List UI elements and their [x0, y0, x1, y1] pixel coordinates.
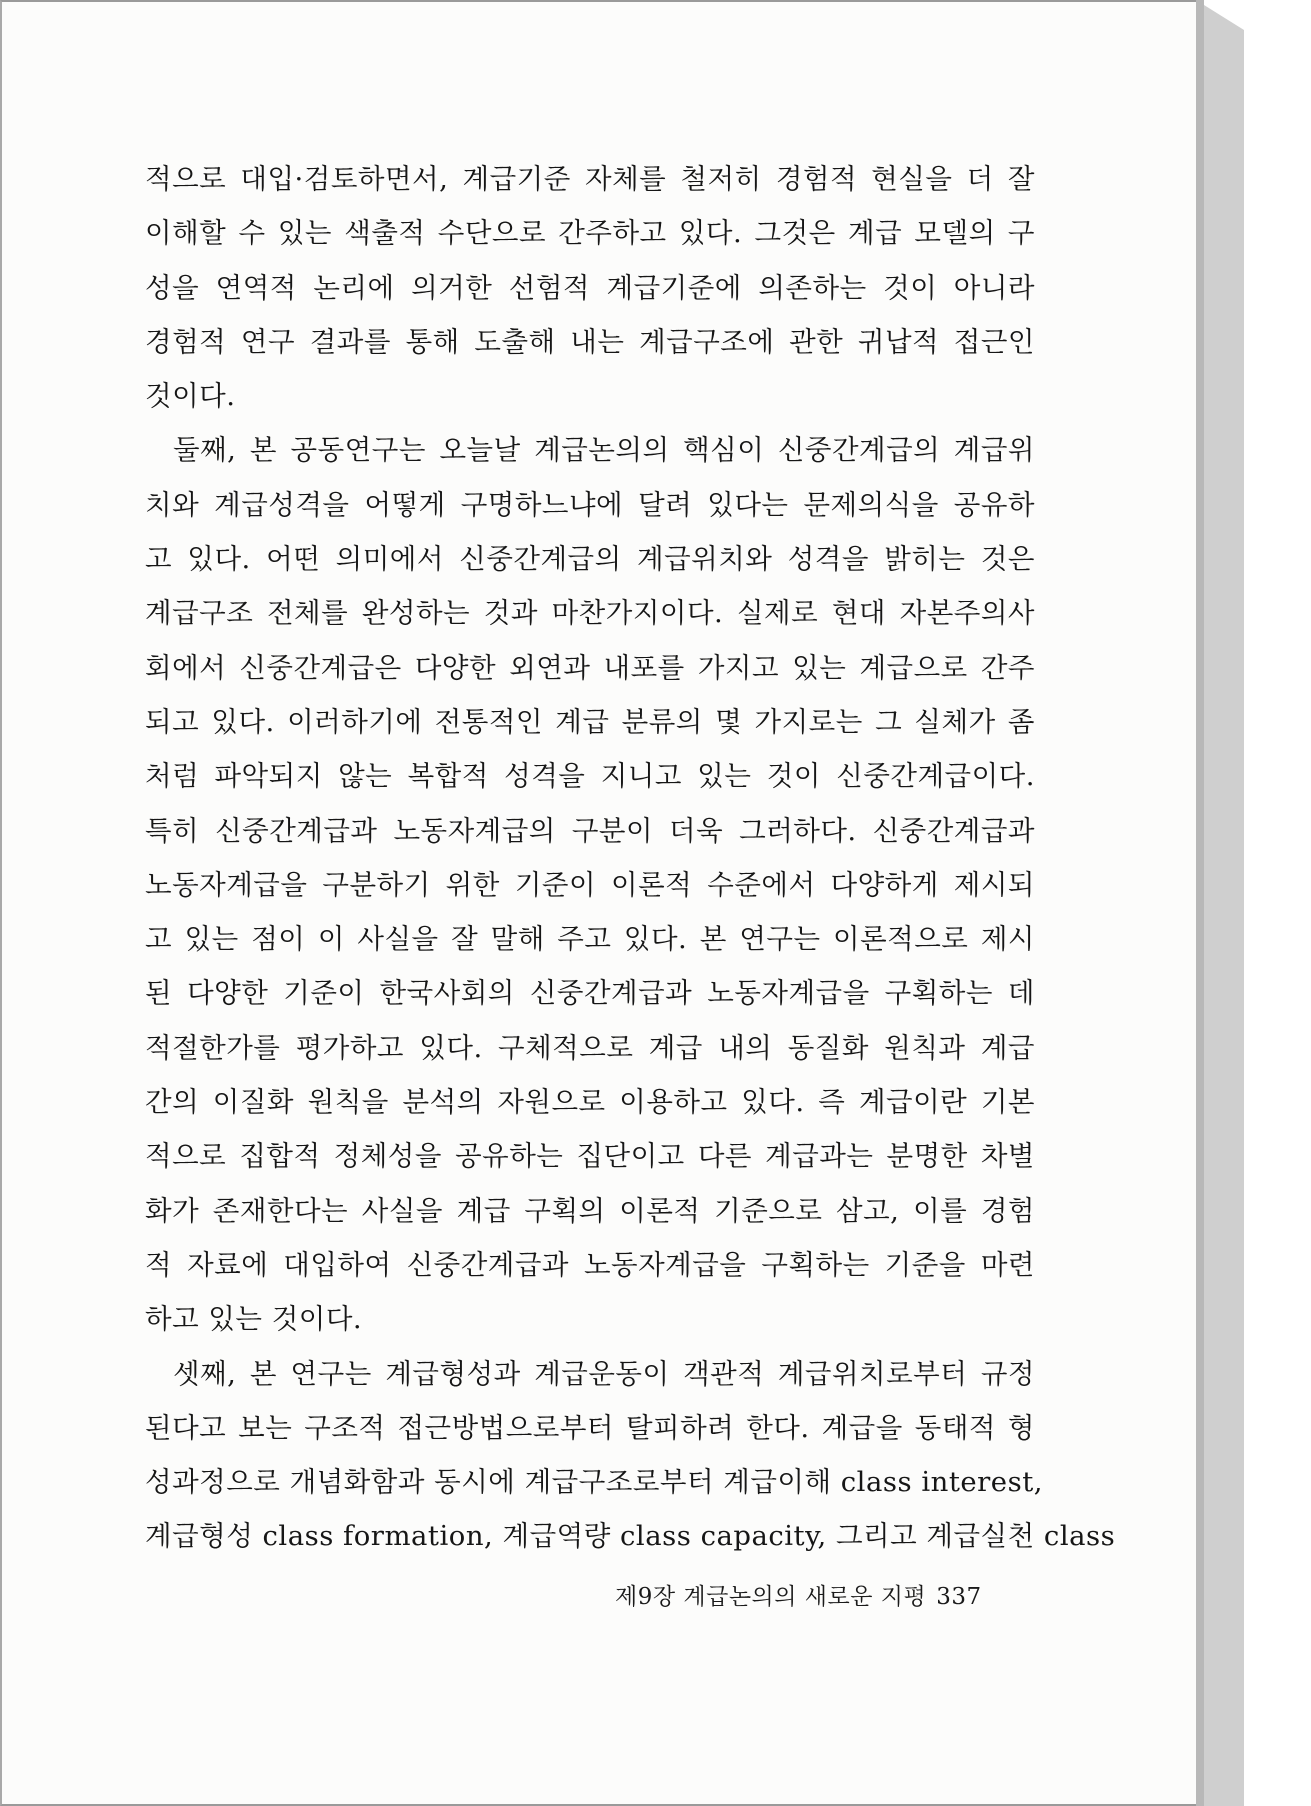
page-footer	[615, 1578, 982, 1611]
text-line: 성과정으로 개념화함과 동시에 계급구조로부터 계급이해 class interest,	[145, 1466, 1043, 1499]
running-header-chapter: 제9장 계급논의의 새로운 지평	[615, 1584, 927, 1610]
body-text	[145, 152, 1116, 1564]
text-line: 회에서 신중간계급은 다양한 외연과 내포를 가지고 있는 계급으로 간주	[145, 651, 1035, 684]
text-line: 되고 있다. 이러하기에 전통적인 계급 분류의 몇 가지로는 그 실체가 좀	[145, 705, 1035, 738]
page-number: 337	[936, 1584, 982, 1610]
text-line: 이해할 수 있는 색출적 수단으로 간주하고 있다. 그것은 계급 모델의 구	[145, 217, 1035, 250]
paragraph-3	[145, 1347, 1116, 1564]
text-line: 간의 이질화 원칙을 분석의 자원으로 이용하고 있다. 즉 계급이란 기본	[145, 1086, 1035, 1119]
text-line: 둘째, 본 공동연구는 오늘날 계급논의의 핵심이 신중간계급의 계급위	[173, 434, 1035, 467]
text-line: 계급구조 전체를 완성하는 것과 마찬가지이다. 실제로 현대 자본주의사	[145, 597, 1035, 630]
text-line: 치와 계급성격을 어떻게 구명하느냐에 달려 있다는 문제의식을 공유하	[145, 488, 1035, 521]
text-line: 적절한가를 평가하고 있다. 구체적으로 계급 내의 동질화 원칙과 계급	[145, 1031, 1035, 1064]
text-line: 셋째, 본 연구는 계급형성과 계급운동이 객관적 계급위치로부터 규정	[173, 1357, 1035, 1390]
text-line: 적으로 대입·검토하면서, 계급기준 자체를 철저히 경험적 현실을 더 잘	[145, 163, 1035, 195]
text-line: 적 자료에 대입하여 신중간계급과 노동자계급을 구획하는 기준을 마련	[145, 1248, 1035, 1281]
text-line: 처럼 파악되지 않는 복합적 성격을 지니고 있는 것이 신중간계급이다.	[145, 760, 1035, 793]
text-line: 계급형성 class formation, 계급역량 class capacity, 그리고 계급실천 class	[145, 1520, 1116, 1553]
text-line: 노동자계급을 구분하기 위한 기준이 이론적 수준에서 다양하게 제시되	[145, 868, 1035, 901]
paragraph-2	[145, 423, 1035, 1346]
text-line: 경험적 연구 결과를 통해 도출해 내는 계급구조에 관한 귀납적 접근인	[145, 325, 1035, 358]
paragraph-1	[145, 152, 1035, 423]
text-line: 된 다양한 기준이 한국사회의 신중간계급과 노동자계급을 구획하는 데	[145, 977, 1035, 1010]
text-line: 것이다.	[145, 380, 236, 413]
text-line: 특히 신중간계급과 노동자계급의 구분이 더욱 그러하다. 신중간계급과	[145, 814, 1035, 847]
text-line: 성을 연역적 논리에 의거한 선험적 계급기준에 의존하는 것이 아니라	[145, 271, 1035, 304]
text-line: 된다고 보는 구조적 접근방법으로부터 탈피하려 한다. 계급을 동태적 형	[145, 1411, 1035, 1444]
page-edge-shadow	[1196, 0, 1204, 1806]
text-line: 하고 있는 것이다.	[145, 1303, 363, 1336]
text-line: 적으로 집합적 정체성을 공유하는 집단이고 다른 계급과는 분명한 차별	[145, 1140, 1035, 1173]
text-line: 화가 존재한다는 사실을 계급 구획의 이론적 기준으로 삼고, 이를 경험	[145, 1194, 1035, 1227]
text-line: 고 있다. 어떤 의미에서 신중간계급의 계급위치와 성격을 밝히는 것은	[145, 543, 1035, 576]
text-line: 고 있는 점이 이 사실을 잘 말해 주고 있다. 본 연구는 이론적으로 제시	[145, 923, 1035, 956]
